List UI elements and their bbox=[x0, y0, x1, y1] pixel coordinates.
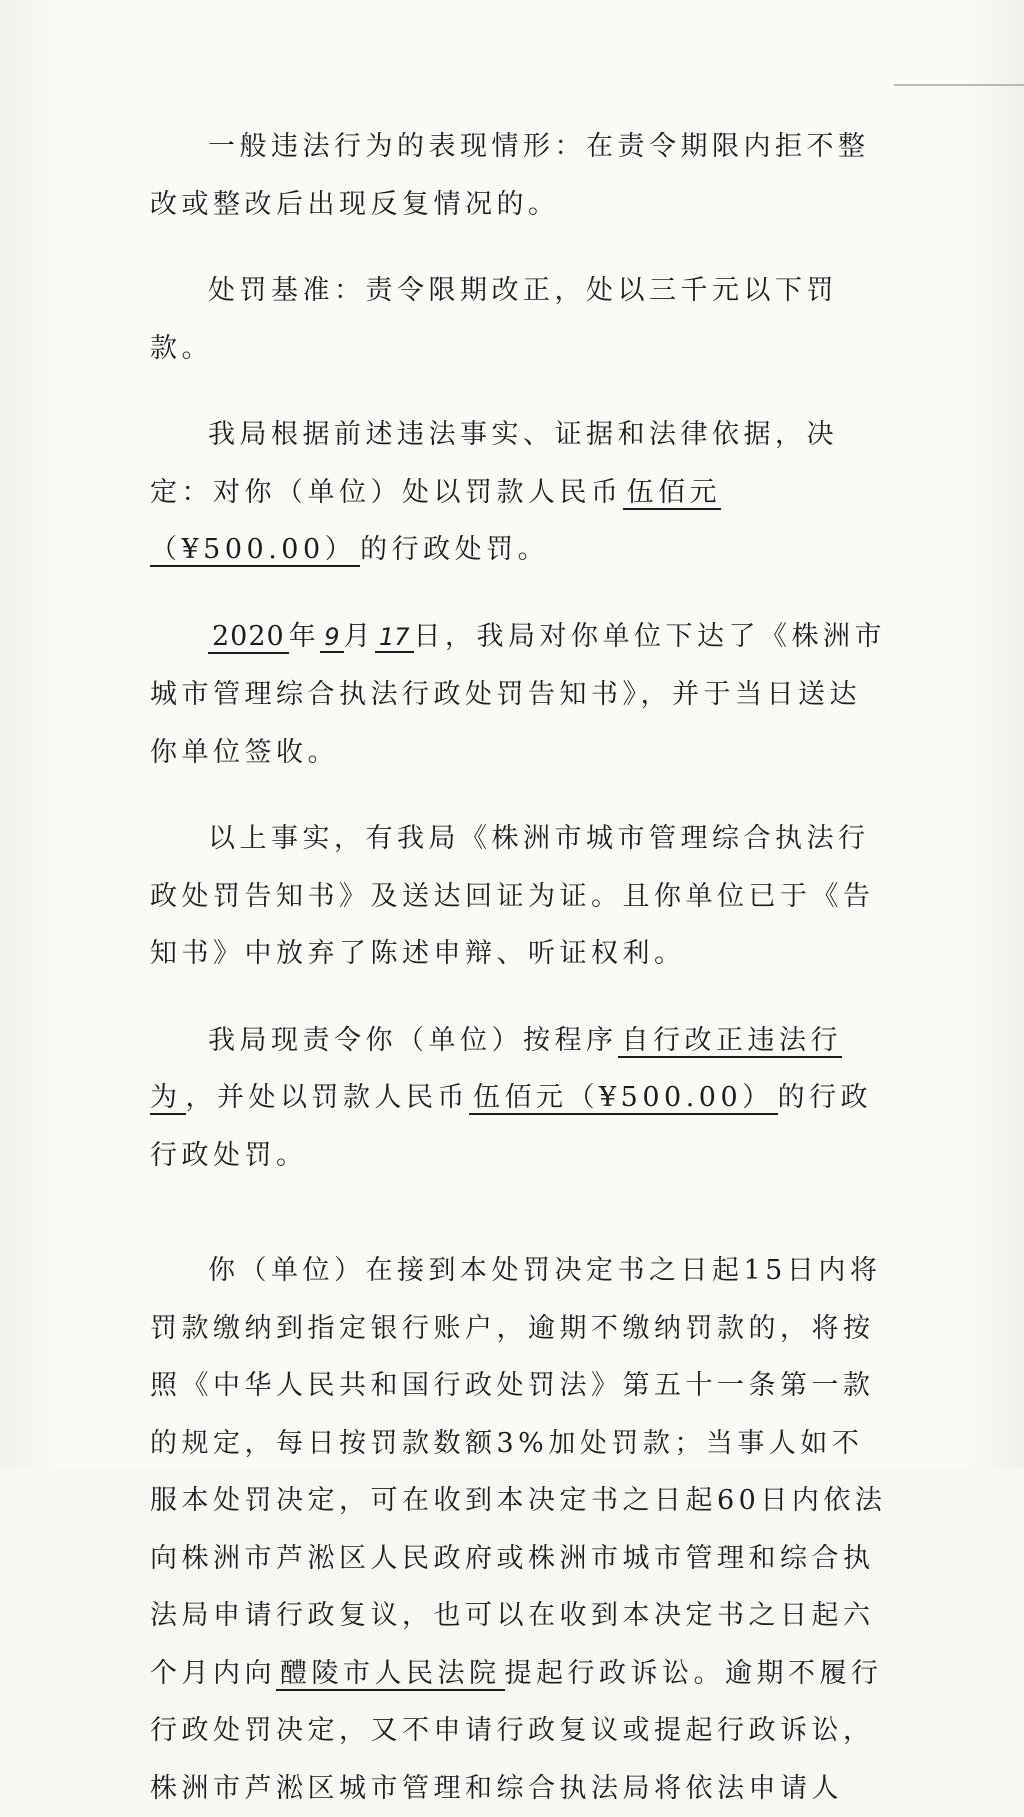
paragraph-notice-date bbox=[150, 608, 890, 782]
paragraph-payment-appeal bbox=[150, 1242, 890, 1817]
order-suffix: 的行政行政处罚。 bbox=[150, 1082, 873, 1171]
paragraph-decision bbox=[150, 406, 890, 579]
paragraph-penalty-standard: 处罚基准：责令限期改正，处以三千元以下罚款。 bbox=[150, 275, 838, 364]
decision-suffix: 的行政处罚。 bbox=[360, 534, 550, 565]
order-fine-amount-field: 伍佰元（¥500.00） bbox=[469, 1082, 778, 1115]
corrective-action-field: 自行改正违法行为 bbox=[150, 1024, 842, 1113]
payment-text: 你（单位）在接到本处罚决定书之日起15日内将罚款缴纳到指定银行账户，逾期不缴纳罚款的，将按照《中华人民共和国行政处罚法》第五十一条第一款的规定，每日按罚款数额3%加处罚款；当事人如不服本处罚决定，可在收到本决定书之日起60日内依法向株洲市芦淞区人民政府或株洲市城市管理和综合执法局申请行政复议，也可以在收到本决定书之日起六个月内向 bbox=[150, 1255, 887, 1689]
notice-text: ，我局对你单位下达了《株洲市城市管理综合执法行政处罚告知书》，并于当日送达你单位签收。 bbox=[150, 620, 887, 768]
month-suffix: 月 bbox=[343, 620, 375, 652]
year-suffix: 年 bbox=[288, 620, 321, 652]
paragraph-order bbox=[150, 1012, 890, 1185]
day-suffix: 日 bbox=[413, 620, 446, 652]
page-edge-mark bbox=[894, 84, 1024, 86]
order-text: 我局现责令你（单位）按程序 bbox=[208, 1024, 618, 1056]
day-field: 17 bbox=[375, 623, 414, 653]
order-middle: ，并处以罚款人民币 bbox=[185, 1082, 469, 1113]
paragraph-violation-circumstance: 一般违法行为的表现情形：在责令期限内拒不整改或整改后出现反复情况的。 bbox=[150, 131, 870, 220]
document-body bbox=[150, 118, 890, 1817]
fine-amount-field: 伍佰元（¥500.00） bbox=[150, 476, 721, 565]
month-field: 9 bbox=[320, 623, 343, 653]
appeal-text: 提起行政诉讼。逾期不履行行政处罚决定，又不申请行政复议或提起行政诉讼，株洲市芦淞区城市管理和综合执法局将依法申请人 bbox=[150, 1657, 883, 1804]
decision-text: 我局根据前述违法事实、证据和法律依据，决定：对你（单位）处以罚款人民币 bbox=[150, 419, 838, 508]
court-field: 醴陵市人民法院 bbox=[276, 1658, 505, 1691]
paragraph-facts-evidence: 以上事实，有我局《株洲市城市管理综合执法行政处罚告知书》及送达回证为证。且你单位已于《告知书》中放弃了陈述申辩、听证权利。 bbox=[150, 823, 875, 969]
year-field: 2020 bbox=[208, 621, 289, 654]
